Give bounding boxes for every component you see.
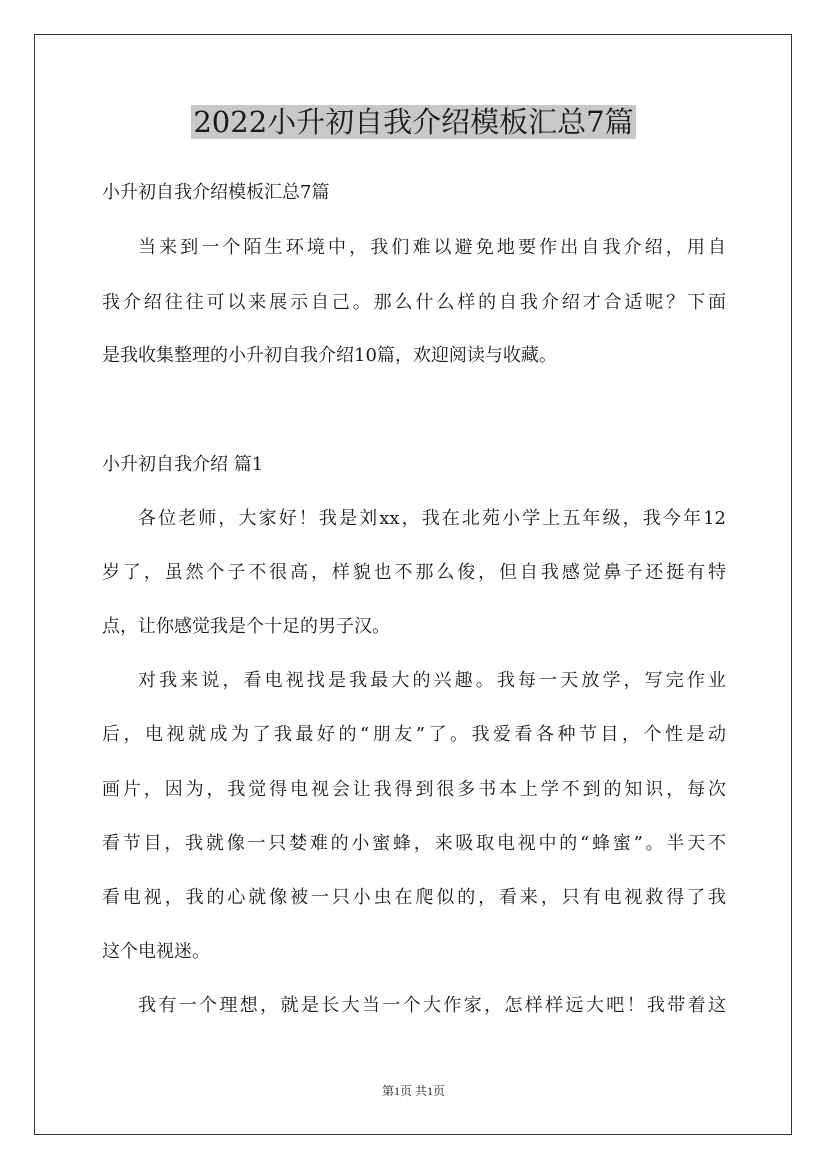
para3-line-1: 我有一个理想，就是长大当一个大作家，怎样样远大吧！我带着这 — [138, 995, 726, 1016]
para1-line-2: 岁了，虽然个子不很高，样貌也不那么俊，但自我感觉鼻子还挺有特 — [102, 562, 726, 583]
para1-line-3: 点，让你感觉我是个十足的男子汉。 — [102, 616, 390, 637]
intro-line-1: 当来到一个陌生环境中，我们难以避免地要作出自我介绍，用自 — [138, 237, 726, 258]
page-number-footer: 第1页 共1页 — [381, 1084, 445, 1098]
para1-line-1: 各位老师，大家好！我是刘xx，我在北苑小学上五年级，我今年12 — [138, 508, 726, 529]
para2-line-6: 这个电视迷。 — [102, 941, 210, 962]
para2-line-2: 后，电视就成为了我最好的“朋友”了。我爱看各种节目，个性是动 — [102, 724, 726, 745]
intro-line-2: 我介绍往往可以来展示自己。那么什么样的自我介绍才合适呢？下面 — [102, 292, 726, 313]
section-heading: 小升初自我介绍 篇1 — [102, 454, 264, 475]
para2-line-4: 看节目，我就像一只婪难的小蜜蜂，来吸取电视中的“蜂蜜”。半天不 — [102, 833, 726, 854]
document-title-text: 2022小升初自我介绍模板汇总7篇 — [193, 105, 634, 139]
document-subtitle: 小升初自我介绍模板汇总7篇 — [102, 182, 330, 203]
para2-line-1: 对我来说，看电视找是我最大的兴趣。我每一天放学，写完作业 — [138, 670, 726, 691]
para2-line-3: 画片，因为，我觉得电视会让我得到很多书本上学不到的知识，每次 — [102, 779, 726, 800]
intro-line-3: 是我收集整理的小升初自我介绍10篇，欢迎阅读与收藏。 — [102, 345, 557, 366]
document-title — [0, 101, 827, 143]
para2-line-5: 看电视，我的心就像被一只小虫在爬似的，看来，只有电视救得了我 — [102, 887, 726, 908]
